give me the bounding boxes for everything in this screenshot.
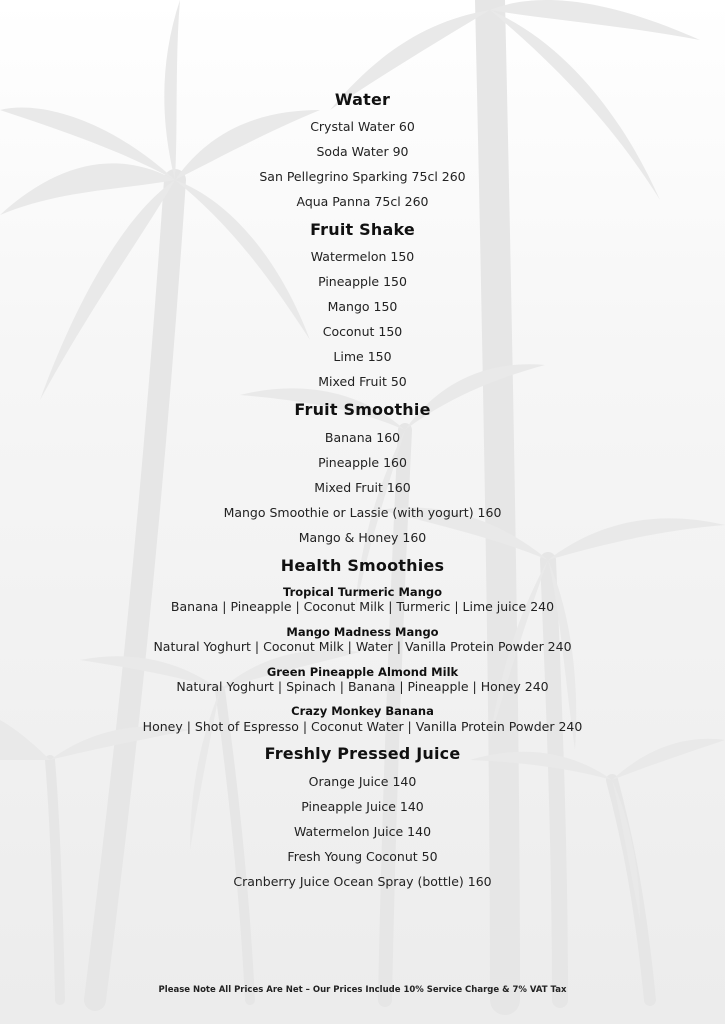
section-title-fruit-shake: Fruit Shake [310, 220, 415, 239]
menu-item: Fresh Young Coconut 50 [287, 849, 438, 864]
menu-item: Mango & Honey 160 [298, 530, 427, 545]
drink-name: Mango Madness Mango [286, 625, 439, 639]
menu-item: San Pellegrino Sparking 75cl 260 [259, 169, 466, 184]
drink-description: Banana | Pineapple | Coconut Milk | Turmeric | Lime juice 240 [170, 599, 555, 614]
menu-item: Watermelon 150 [310, 249, 415, 264]
section-title-fruit-smoothie: Fruit Smoothie [294, 400, 431, 419]
menu-item: Soda Water 90 [316, 144, 409, 159]
menu-item: Aqua Panna 75cl 260 [296, 194, 429, 209]
section-title-water: Water [334, 90, 391, 109]
menu-item: Mixed Fruit 50 [318, 374, 407, 389]
menu-item: Pineapple Juice 140 [301, 799, 424, 814]
drink-name: Tropical Turmeric Mango [282, 585, 443, 599]
menu-item: Pineapple 160 [318, 455, 407, 470]
section-title-freshly-pressed-juice: Freshly Pressed Juice [264, 744, 461, 763]
menu-item: Pineapple 150 [318, 274, 407, 289]
menu-item: Cranberry Juice Ocean Spray (bottle) 160 [233, 874, 492, 889]
menu-item: Orange Juice 140 [308, 774, 417, 789]
menu-item: Lime 150 [333, 349, 392, 364]
drink-description: Natural Yoghurt | Spinach | Banana | Pineapple | Honey 240 [176, 679, 549, 694]
menu-item: Banana 160 [324, 430, 401, 445]
section-title-health-smoothies: Health Smoothies [280, 556, 445, 575]
drink-description: Natural Yoghurt | Coconut Milk | Water | Vanilla Protein Powder 240 [153, 639, 572, 654]
drink-name: Crazy Monkey Banana [291, 704, 434, 718]
menu-item: Mango 150 [327, 299, 398, 314]
menu-item: Mixed Fruit 160 [314, 480, 411, 495]
drink-description: Honey | Shot of Espresso | Coconut Water | Vanilla Protein Powder 240 [142, 719, 583, 734]
menu-item: Mango Smoothie or Lassie (with yogurt) 160 [223, 505, 502, 520]
menu-item: Coconut 150 [322, 324, 403, 339]
menu-item: Crystal Water 60 [310, 119, 415, 134]
price-note-footer: Please Note All Prices Are Net – Our Prices Include 10% Service Charge & 7% VAT Tax [158, 985, 567, 995]
menu-item: Watermelon Juice 140 [293, 824, 432, 839]
drink-name: Green Pineapple Almond Milk [266, 665, 459, 679]
